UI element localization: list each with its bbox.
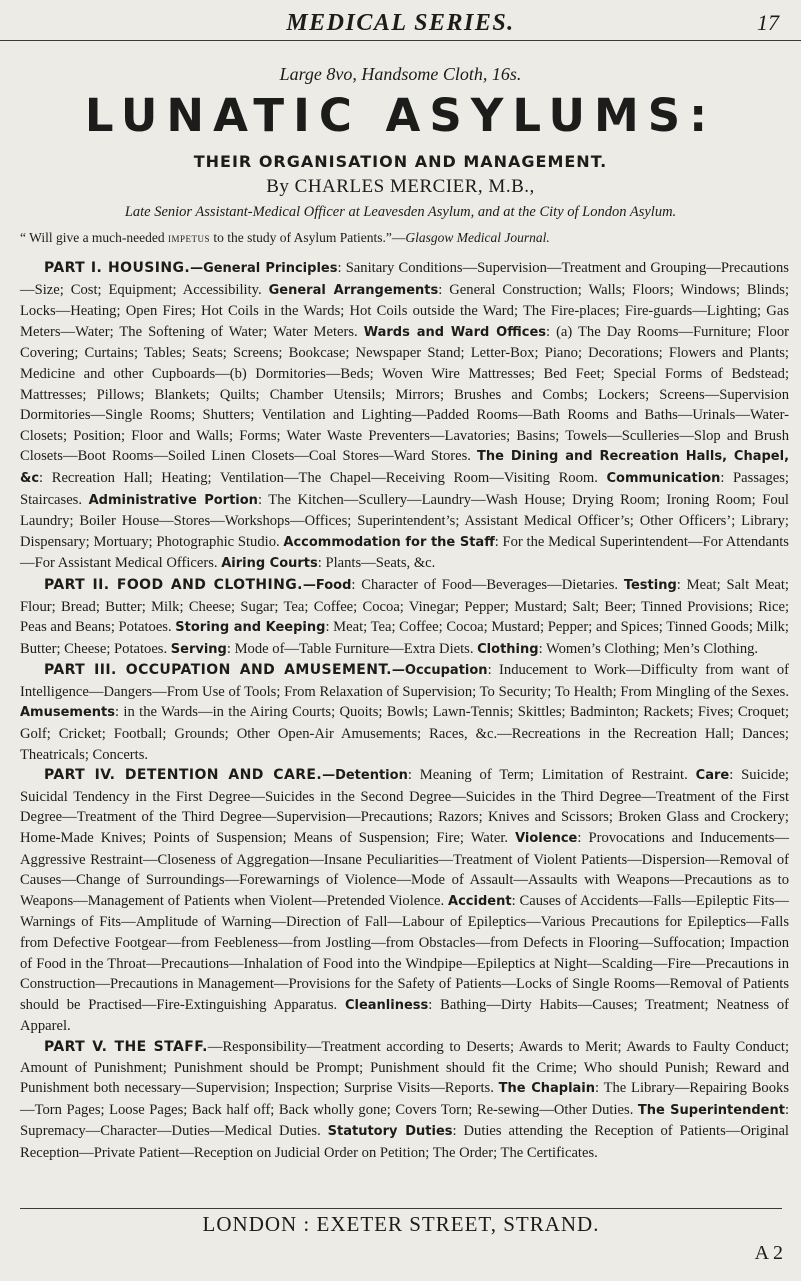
section-text: —Responsibility—Treatment according to Deserts; Awards to Merit; Awards to Faulty Conduct; Amount of Punishment; Punishment should be Prompt; Punishment should fit the Crime; Who should Punish; Reward and Punishment both necessary—Supervision; Inspection; Surprise Visits—Reports. xyxy=(20,1038,789,1097)
section-heading: The Superintendent xyxy=(637,1102,785,1118)
section-heading: The Dining and Recreation Halls, Chapel, &c xyxy=(20,449,790,486)
section-text: : Recreation Hall; Heating; Ventilation—The Chapel—Receiving Room—Visiting Room. xyxy=(39,469,607,486)
section-text: : (a) The Day Rooms—Furniture; Floor Covering; Curtains; Tables; Seats; Screens; Bookcase; Newspaper Stand; Letter-Box; Piano; Decorations; Flowers and Plants; Medicine and other Cupboards—(b) Dormitories—Beds; Woven Wire Mattresses; Bed Feet; Special Forms of Bedstead; Mattresses; Pillows; Blankets; Quilts; Chamber Utensils; Mirrors; Brushes and Combs; Lockers; Screens—Supervision Dormitories—Single Rooms; Shutters; Ventilation and Lighting—Padded Rooms—Bath Rooms and Baths—Urinals—Water-Closets; Position; Floor and Walls; Forms; Water Waste Preventers—Lavatories; Basins; Towels—Sculleries—Slop and Brush Closets—Boot Rooms—Soiled Linen Closets—Coal Stores—Ward Stores. xyxy=(20,323,789,465)
review-emphasis: impetus xyxy=(168,230,211,245)
page-number: 17 xyxy=(757,10,779,35)
section-heading: Accommodation for the Staff xyxy=(283,534,495,550)
section-heading: Airing Courts xyxy=(221,556,318,572)
review-source: Glasgow Medical Journal. xyxy=(405,230,550,245)
author-affiliation: Late Senior Assistant-Medical Officer at Leavesden Asylum, and at the City of London Asylum. xyxy=(124,204,677,220)
section-text: : Bathing—Dirty Habits—Causes; Treatment; Neatness of Apparel. xyxy=(20,996,789,1035)
section-heading: —Occupation xyxy=(391,663,488,679)
section-heading: Administrative Portion xyxy=(88,492,258,508)
section-text: : Suicide; Suicidal Tendency in the First Degree—Suicides in the Second Degree—Suicides in the Third Degree—Treatment of the First Degree—Treatment of the Third Degree—Supervision—Precautions; Razors; Knives and Scissors; Broken Glass and Crockery; Home-Made Knives; Points of Suspension; Means of Suspension; Fire; Water. xyxy=(20,767,789,847)
section-text: : Character of Food—Beverages—Dietaries. xyxy=(351,576,624,593)
review-text: “ Will give a much-needed xyxy=(20,230,169,245)
section-heading: —Detention xyxy=(322,768,408,784)
contents-part xyxy=(20,258,789,575)
section-text: : General Construction; Walls; Floors; Windows; Blinds; Locks—Heating; Open Fires; Hot Coils in the Wards; Hot Coils outside the Ward; The Fire-places; Fire-guards—Lighting; Gas Meters—Water; The Softening of Water; Water Meters. xyxy=(20,281,790,340)
part-heading: PART IV. DETENTION AND CARE. xyxy=(44,767,323,784)
section-text: : Sanitary Conditions—Supervision—Treatment and Grouping—Precautions—Size; Cost; Equipment; Accessibility. xyxy=(20,260,789,298)
section-heading: Amusements xyxy=(20,705,115,721)
section-text: : Supremacy—Character—Duties—Medical Duties. xyxy=(20,1101,789,1140)
section-text: : Passages; Staircases. xyxy=(20,469,789,508)
part-heading: PART I. HOUSING. xyxy=(44,260,191,276)
section-text: : Causes of Accidents—Falls—Epileptic Fits—Warnings of Fits—Amplitude of Warning—Direction of Fall—Labour of Epileptics—Various Precautions for Epileptics—Falls from Defective Footgear—from Feebleness—from Jostling—from Obstacles—from Defects in Flooring—Suffocation; Impaction of Food in the Throat—Precautions—Inhalation of Food into the Windpipe—Epileptics at Night—Scalding—Fire—Precautions in Construction—Precautions in Management—Provisions for the Safety of Patients—Locks of Single Rooms—Removal of Patients should be Practised—Fire-Extinguishing Apparatus. xyxy=(20,892,789,1013)
edition-price: Large 8vo, Handsome Cloth, 16s. xyxy=(279,64,522,84)
section-text: : The Library—Repairing Books—Torn Pages; Loose Pages; Back half off; Back wholly gone; Covers Torn; Re-sewing—Other Duties. xyxy=(20,1080,789,1118)
section-text: : Meat; Tea; Coffee; Cocoa; Mustard; Pepper; and Spices; Tinned Goods; Milk; Butter; Cheese; Potatoes. xyxy=(20,619,789,657)
section-heading: Communication xyxy=(606,470,721,486)
contents-part xyxy=(20,765,789,1037)
section-heading: Serving xyxy=(170,641,227,657)
part-heading: PART V. THE STAFF. xyxy=(44,1038,208,1055)
section-text: : Women’s Clothing; Men’s Clothing. xyxy=(538,640,759,657)
section-heading: Wards and Ward Offices xyxy=(363,324,546,340)
section-text: : The Kitchen—Scullery—Laundry—Wash House; Drying Room; Ironing Room; Foul Laundry; Boiler House—Stores—Workshops—Offices; Superintendent’s; Assistant Medical Officer’s; Other Officers’; Library; Dispensary; Mortuary; Photographic Studio. xyxy=(20,491,789,550)
signature-mark: A 2 xyxy=(754,1242,783,1264)
part-heading: PART II. FOOD AND CLOTHING. xyxy=(44,576,303,593)
section-heading: Violence xyxy=(515,831,578,847)
running-head xyxy=(0,6,801,41)
section-text: : Mode of—Table Furniture—Extra Diets. xyxy=(226,640,478,657)
section-text: : Meat; Salt Meat; Flour; Bread; Butter; Milk; Cheese; Sugar; Tea; Coffee; Cocoa; Vinegar; Pepper; Mustard; Salt; Beer; Tinned Provisions; Rice; Peas and Beans; Potatoes. xyxy=(20,576,789,636)
contents-part xyxy=(20,575,789,660)
section-heading: Accident xyxy=(448,893,512,909)
section-text: : For the Medical Superintendent—For Attendants—For Assistant Medical Officers. xyxy=(20,533,789,572)
section-heading: Clothing xyxy=(477,641,539,657)
book-title: LUNATIC ASYLUMS: xyxy=(84,89,717,142)
part-heading: PART III. OCCUPATION AND AMUSEMENT. xyxy=(44,662,392,679)
section-text: : Plants—Seats, &c. xyxy=(317,555,436,572)
section-text: : Meaning of Term; Limitation of Restraint. xyxy=(407,767,696,784)
table-of-contents xyxy=(20,258,789,1164)
section-text: : Duties attending the Reception of Patients—Original Reception—Private Patient—Reception on Judicial Order on Petition; The Order; The Certificates. xyxy=(20,1123,789,1161)
section-text: : Provocations and Inducements—Aggressive Restraint—Closeness of Aggregation—Insane Peculiarities—Treatment of Violent Patients—Dispersion—Removal of Causes—Change of Surroundings—Forewarnings of Violence—Mode of Assault—Assaults with Weapons—Precautions as to Weapons—Management of Patients when Violent—Pretended Violence. xyxy=(20,830,789,909)
book-subtitle: THEIR ORGANISATION AND MANAGEMENT. xyxy=(193,152,608,171)
review-text: to the study of Asylum Patients.”— xyxy=(210,230,406,245)
review-quote xyxy=(20,230,790,246)
section-heading: —Food xyxy=(302,577,352,593)
section-heading: Care xyxy=(695,768,730,784)
section-heading: —General Principles xyxy=(190,261,338,276)
section-text: : Inducement to Work—Difficulty from want of Intelligence—Dangers—From Use of Tools; From Relaxation of Supervision; To Security; To Health; From Mingling of the Sexes. xyxy=(20,662,789,700)
section-heading: Storing and Keeping xyxy=(175,620,326,636)
section-text: : in the Wards—in the Airing Courts; Quoits; Bowls; Lawn-Tennis; Skittles; Badminton; Rackets; Fives; Croquet; Golf; Cricket; Football; Grounds; Other Open-Air Amusements; Races, &c.—Recreations in the Recreation Hall; Dances; Theatricals; Concerts. xyxy=(20,704,789,763)
section-heading: Statutory Duties xyxy=(327,1124,453,1140)
section-heading: The Chaplain xyxy=(498,1081,596,1097)
author-byline: By CHARLES MERCIER, M.B., xyxy=(266,176,535,197)
contents-part xyxy=(20,1037,789,1164)
series-title: MEDICAL SERIES. xyxy=(286,10,515,36)
section-heading: Cleanliness xyxy=(344,997,429,1013)
section-heading: Testing xyxy=(623,577,677,593)
contents-part xyxy=(20,660,789,765)
publisher-imprint: LONDON : EXETER STREET, STRAND. xyxy=(20,1208,782,1237)
section-heading: General Arrangements xyxy=(268,282,439,298)
